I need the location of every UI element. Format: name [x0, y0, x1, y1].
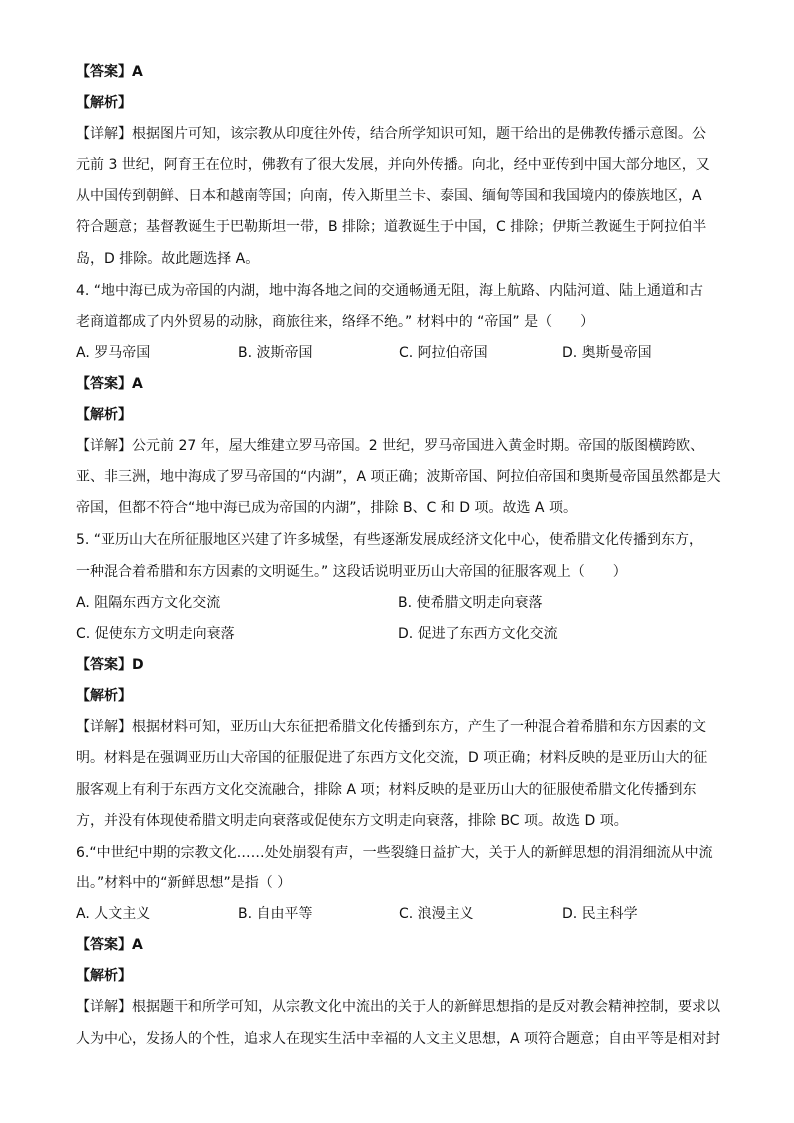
detail-line: 【详解】根据图片可知，该宗教从印度往外传，结合所学知识可知，题干给出的是佛教传播示意图。公: [76, 126, 706, 142]
question-4-stem: 老商道都成了内外贸易的动脉，商旅往来，络绎不绝。” 材料中的 “帝国” 是（ ）: [76, 314, 595, 330]
question-6-stem: 6.“中世纪中期的宗教文化……处处崩裂有声，一些裂缝日益扩大，关于人的新鲜思想的涓涓细流从中流: [76, 845, 713, 861]
detail-line: 服客观上有利于东西方文化交流融合，排除 A 项；材料反映的是亚历山大的征服使希腊文化传播到东: [76, 782, 697, 798]
detail-line: 【详解】根据题干和所学可知，从宗教文化中流出的关于人的新鲜思想指的是反对教会精神控制，要求以: [76, 999, 720, 1015]
detail-line: 符合题意；基督教诞生于巴勒斯坦一带，B 排除；道教诞生于中国，C 排除；伊斯兰教诞生于阿拉伯半: [76, 219, 707, 235]
question-5-stem: 5. “亚历山大在所征服地区兴建了许多城堡，有些逐渐发展成经济文化中心，使希腊文化传播到东方，: [76, 532, 704, 548]
detail-line: 方，并没有体现使希腊文明走向衰落或促使东方文明走向衰落，排除 BC 项。故选 D 项。: [76, 813, 628, 829]
question-4-stem: 4. “地中海已成为帝国的内湖，地中海各地之间的交通畅通无阻，海上航路、内陆河道、陆上通道和古: [76, 283, 704, 299]
analysis-label-q5: 【解析】: [76, 688, 132, 704]
option-a: A. 罗马帝国: [76, 345, 151, 361]
option-c: C. 促使东方文明走向衰落: [76, 626, 235, 642]
option-b: B. 使希腊文明走向衰落: [398, 595, 543, 611]
detail-line: 元前 3 世纪，阿育王在位时，佛教有了很大发展，并向外传播。向北，经中亚传到中国大部分地区，又: [76, 157, 710, 173]
option-a: A. 阻隔东西方文化交流: [76, 595, 221, 611]
detail-line: 明。材料是在强调亚历山大帝国的征服促进了东西方文化交流，D 项正确；材料反映的是亚历山大的征: [76, 750, 708, 766]
option-c: C. 浪漫主义: [399, 906, 474, 922]
option-c: C. 阿拉伯帝国: [399, 345, 488, 361]
answer-label-q6: 【答案】A: [76, 937, 143, 953]
analysis-label-q6: 【解析】: [76, 968, 132, 984]
option-d: D. 民主科学: [562, 906, 638, 922]
option-b: B. 波斯帝国: [238, 345, 313, 361]
detail-line: 亚、非三洲，地中海成了罗马帝国的“内湖”，A 项正确；波斯帝国、阿拉伯帝国和奥斯曼帝国虽然都是大: [76, 469, 721, 485]
option-d: D. 促进了东西方文化交流: [398, 626, 558, 642]
answer-label-q4: 【答案】A: [76, 376, 143, 392]
detail-line: 从中国传到朝鲜、日本和越南等国；向南，传入斯里兰卡、泰国、缅甸等国和我国境内的傣族地区，A: [76, 188, 702, 204]
answer-label-q5: 【答案】D: [76, 657, 144, 673]
detail-line: 帝国，但都不符合“地中海已成为帝国的内湖”，排除 B、C 和 D 项。故选 A 项。: [76, 500, 577, 516]
option-b: B. 自由平等: [238, 906, 313, 922]
analysis-label-q4: 【解析】: [76, 407, 132, 423]
detail-line: 【详解】公元前 27 年，屋大维建立罗马帝国。2 世纪，罗马帝国进入黄金时期。帝国的版图横跨欧、: [76, 438, 705, 454]
analysis-label-q3: 【解析】: [76, 95, 132, 111]
detail-line: 【详解】根据材料可知，亚历山大东征把希腊文化传播到东方，产生了一种混合着希腊和东方因素的文: [76, 719, 706, 735]
detail-line: 岛，D 排除。故此题选择 A。: [76, 251, 260, 267]
detail-line: 人为中心，发扬人的个性，追求人在现实生活中幸福的人文主义思想，A 项符合题意；自由平等是相对封: [76, 1031, 721, 1047]
question-5-stem: 一种混合着希腊和东方因素的文明诞生。” 这段话说明亚历山大帝国的征服客观上（ ）: [76, 564, 627, 580]
answer-label-q3: 【答案】A: [76, 64, 143, 80]
question-6-stem: 出。”材料中的“新鲜思想”是指（ ）: [76, 875, 292, 891]
option-a: A. 人文主义: [76, 906, 151, 922]
option-d: D. 奥斯曼帝国: [562, 345, 652, 361]
